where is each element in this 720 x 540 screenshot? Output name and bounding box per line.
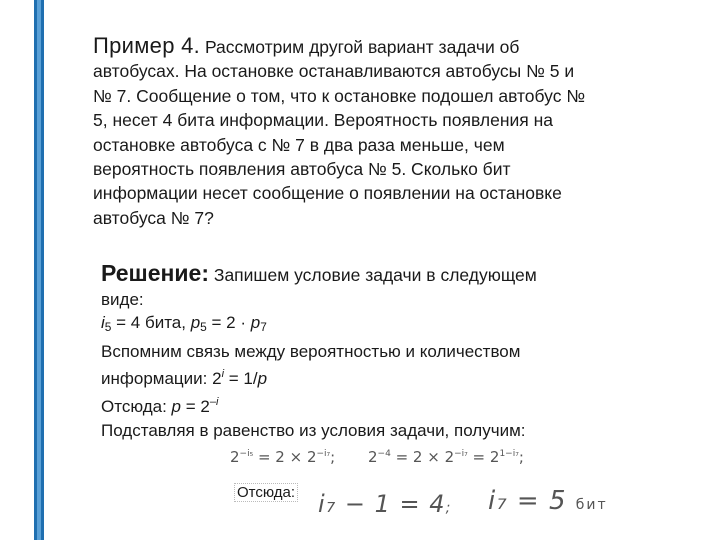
example-line: остановке автобуса с № 7 в два раза меньше, чем [93, 134, 505, 155]
cond-mid: = 4 бита, [111, 313, 191, 333]
cond-p2-sub: 7 [260, 320, 267, 335]
cond-eq: = 2 · [206, 313, 251, 333]
example-line: вероятность появления автобуса № 5. Сколько бит [93, 159, 511, 180]
formula-2 [368, 448, 524, 466]
f2-eq: = 2 × 2 [390, 448, 455, 466]
solution-lead: Запишем условие задачи в следующем [209, 265, 537, 285]
condition-line [101, 311, 681, 340]
f1-rhs-sup: −i₇ [316, 449, 331, 459]
recall2-sup: i [221, 368, 225, 381]
example-title: Пример 4. [93, 33, 201, 58]
example-line: № 7. Сообщение о том, что к остановке подошел автобус № [93, 85, 586, 106]
hence-pre: Отсюда: [101, 396, 172, 416]
f1-sup: −i₅ [239, 449, 254, 459]
f1-base: 2 [230, 448, 240, 466]
f2-base: 2 [368, 448, 378, 466]
recall2-mid: = 1/ [224, 369, 258, 389]
example-line: 5, несет 4 бита информации. Вероятность появления на [93, 110, 554, 131]
solution-first-line [101, 262, 681, 288]
f3-text: i₇ − 1 = 4 [318, 490, 446, 518]
example-lead: Рассмотрим другой вариант задачи об [200, 37, 520, 57]
cond-p: p [190, 313, 201, 333]
cond-i: i [101, 313, 105, 333]
f2-end: ; [518, 448, 524, 466]
f1-end: ; [330, 448, 336, 466]
substitute-line: Подставляя в равенство из условия задачи, получим: [101, 420, 526, 440]
cond-i-sub: 5 [104, 320, 112, 335]
hence-line [101, 391, 681, 419]
f2-rhs2-sup: 1−i₇ [499, 449, 519, 459]
solution-block [101, 262, 681, 442]
recall2-pre: информации: 2 [101, 369, 222, 389]
f1-eq: = 2 × 2 [253, 448, 317, 466]
recall2-p: p [257, 369, 268, 389]
cond-p-sub: 5 [200, 320, 207, 335]
example-first-line [93, 34, 673, 59]
hence-mid: = 2 [180, 396, 210, 416]
cond-p2: p [250, 313, 261, 333]
f2-rhs-sup: −i₇ [454, 449, 468, 459]
example-block [93, 34, 673, 230]
solution-title: Решение: [101, 260, 210, 286]
hence-label-box: Отсюда: [234, 483, 298, 502]
f3-end: ; [445, 500, 452, 516]
formula-1 [230, 448, 335, 466]
f4-unit: бит [575, 497, 608, 513]
f4-text: i₇ = 5 [488, 486, 567, 516]
left-accent-stripe [37, 0, 41, 540]
solution-line-view: виде: [101, 289, 144, 309]
recall-line-1: Вспомним связь между вероятностью и количеством [101, 341, 521, 361]
formula-4 [488, 486, 608, 516]
example-line: информации несет сообщение о появлении на остановке [93, 183, 562, 204]
hence-sup: –i [209, 395, 219, 408]
recall-line-2 [101, 363, 681, 391]
example-line: автобуса № 7? [93, 207, 214, 228]
f2-eq2: = 2 [467, 448, 500, 466]
formula-3 [318, 490, 451, 518]
f2-sup: −4 [377, 449, 391, 459]
hence-p: p [171, 396, 181, 416]
example-line: автобусах. На остановке останавливаются автобусы № 5 и [93, 61, 575, 82]
